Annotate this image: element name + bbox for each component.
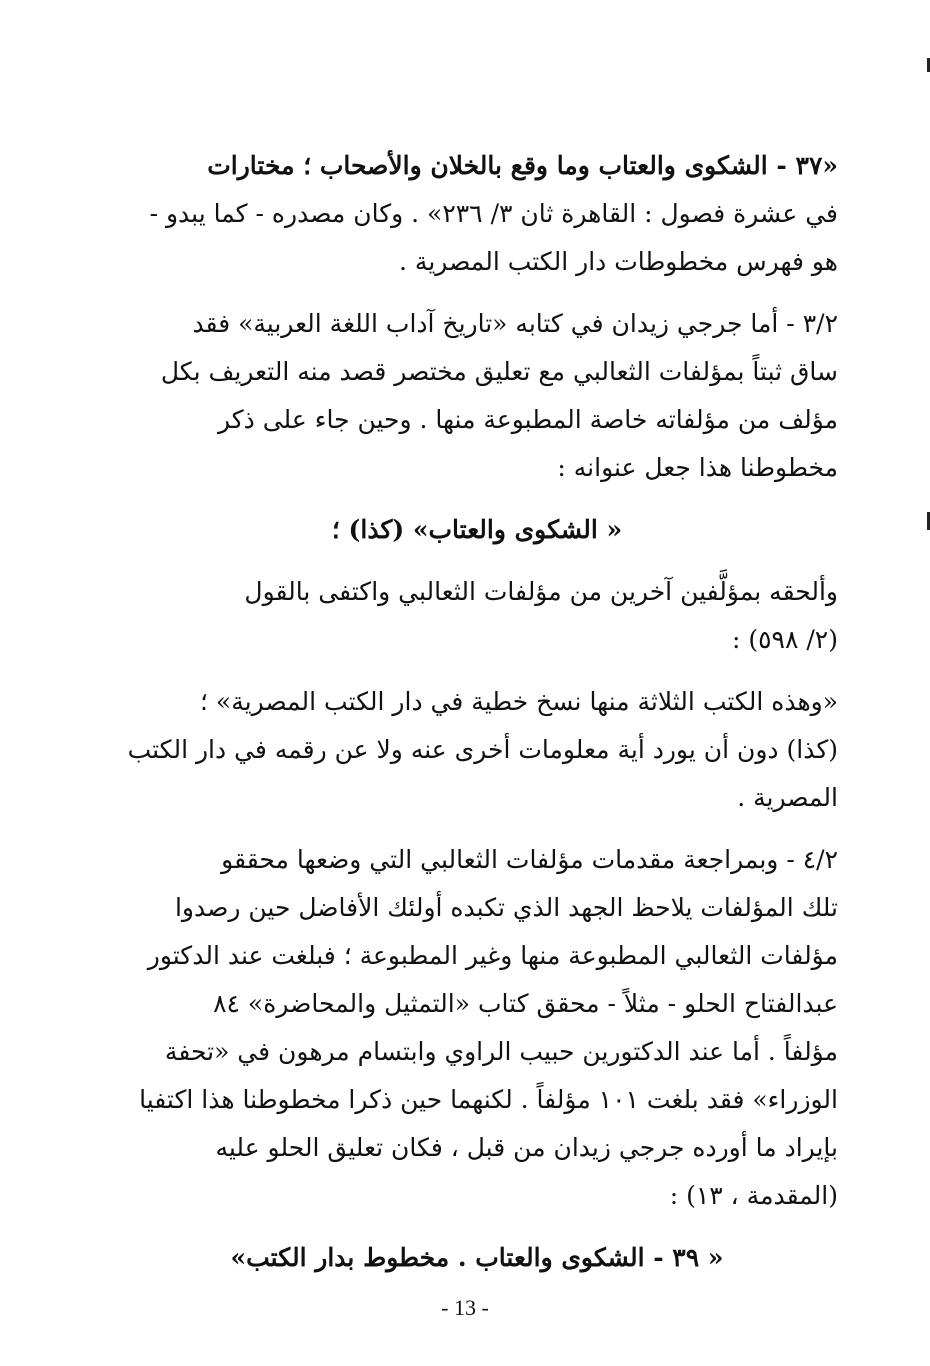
text-line: ساق ثبتاً بمؤلفات الثعالبي مع تعليق مختصر قصد منه التعريف بكل: [160, 357, 838, 386]
text-line: مؤلفات الثعالبي المطبوعة منها وغير المطبوعة ؛ فبلغت عند الدكتور: [147, 941, 838, 970]
paragraph-zaydan: [116, 300, 838, 492]
paragraph-review: [116, 836, 838, 1220]
text-line: ٤/٢ - وبمراجعة مقدمات مؤلفات الثعالبي التي وضعها محققو: [221, 845, 838, 874]
text-line: ٣/٢ - أما جرجي زيدان في كتابه «تاريخ آداب اللغة العربية» فقد: [192, 309, 838, 338]
paragraph-entry-37: [116, 142, 838, 286]
paragraph-three-books: [116, 678, 838, 822]
text-line: الوزراء» فقد بلغت ١٠١ مؤلفاً . لكنهما حين ذكرا مخطوطنا هذا اكتفيا: [139, 1085, 838, 1114]
text-line: تلك المؤلفات يلاحظ الجهد الذي تكبده أولئك الأفاضل حين رصدوا: [174, 893, 838, 922]
text-line: في عشرة فصول : القاهرة ثان ٣/ ٢٣٦» . وكان مصدره - كما يبدو -: [149, 199, 838, 228]
text-line: مؤلفاً . أما عند الدكتورين حبيب الراوي وابتسام مرهون في «تحفة: [164, 1037, 838, 1066]
text-line: (المقدمة ، ١٣) :: [669, 1181, 838, 1210]
centered-title-quote: « الشكوى والعتاب» (كذا) ؛: [331, 515, 623, 544]
text-line: المصرية .: [737, 783, 838, 812]
text-line: (٢/ ٥٩٨) :: [732, 625, 838, 654]
text-line: وألحقه بمؤلَّفين آخرين من مؤلفات الثعالبي واكتفى بالقول: [244, 577, 838, 606]
text-line: عبدالفتاح الحلو - مثلاً - محقق كتاب «التمثيل والمحاضرة» ٨٤: [213, 989, 838, 1018]
text-line: «٣٧ - الشكوى والعتاب وما وقع بالخلان والأصحاب ؛ مختارات: [207, 151, 838, 180]
text-line: هو فهرس مخطوطات دار الكتب المصرية .: [399, 247, 838, 276]
text-line: بإيراد ما أورده جرجي زيدان من قبل ، فكان تعليق الحلو عليه: [215, 1133, 838, 1162]
text-line: (كذا) دون أن يورد أية معلومات أخرى عنه ولا عن رقمه في دار الكتب: [127, 735, 838, 764]
page-body: [116, 142, 838, 1296]
paragraph-attached: [116, 568, 838, 664]
centered-entry-39: « ٣٩ - الشكوى والعتاب . مخطوط بدار الكتب»: [230, 1243, 724, 1272]
text-line: مخطوطنا هذا جعل عنوانه :: [557, 453, 838, 482]
page-number: - 13 -: [441, 1295, 489, 1320]
text-line: مؤلف من مؤلفاته خاصة المطبوعة منها . وحين جاء على ذكر: [217, 405, 838, 434]
text-line: «وهذه الكتب الثلاثة منها نسخ خطية في دار الكتب المصرية» ؛: [200, 687, 838, 716]
